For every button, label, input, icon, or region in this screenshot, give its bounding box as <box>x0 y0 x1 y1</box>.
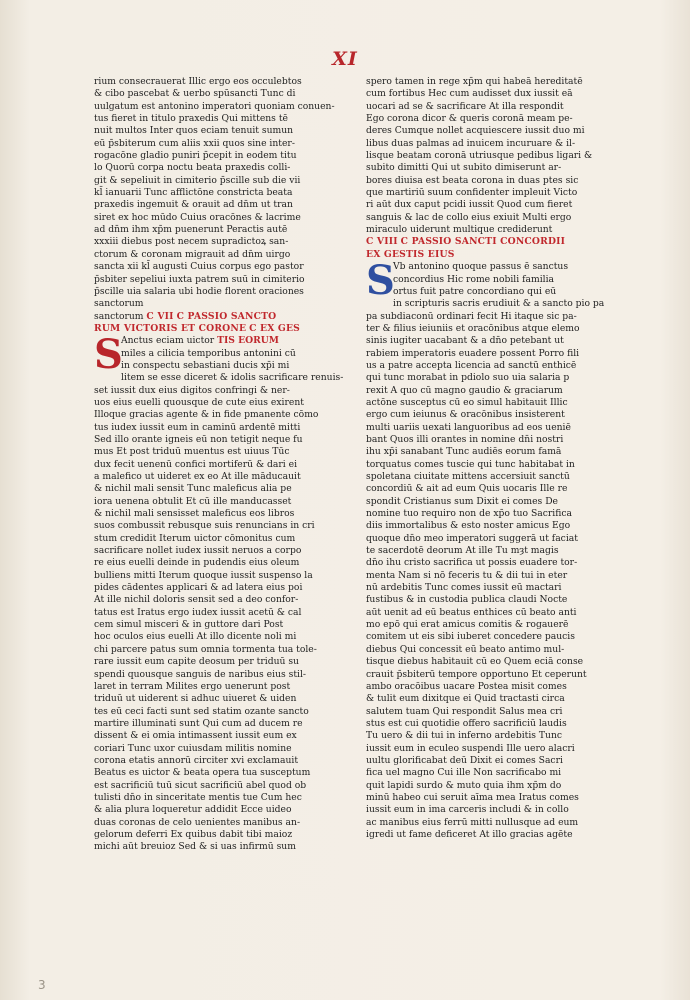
text-line: At ille nichil doloris sensit sed a deo confor- <box>94 594 299 606</box>
text-line: actōne susceptus cū eo simul habitauit Illic <box>366 396 568 408</box>
text-line: kl̄ ianuarii Tunc afflictōne constricta beata <box>94 187 293 199</box>
text-line: spondit Cristianus sum Dixit ei comes De <box>366 495 558 507</box>
text-line: fustibus & in custodia publica claudi Nocte <box>366 594 568 606</box>
text-line: dux fecit uenenū confici mortiferū & dari ei <box>94 458 298 470</box>
text-line: iora uenena obtulit Et cū ille manducasset <box>94 495 292 507</box>
text-line: concordius Hic rome nobili familia <box>393 273 554 285</box>
text-line: tatus est Iratus ergo iudex iussit acetū & cal <box>94 606 302 618</box>
text-line: us a patre accepta licencia ad sanctū enthicē <box>366 359 577 371</box>
text-line: que martiriū suum confidenter impleuit Victo <box>366 187 578 199</box>
text-line: dissent & ei omia intimassent iussit eum ex <box>94 730 297 742</box>
text-line: Vb antonino quoque passus ē sanctus <box>393 261 569 273</box>
text-line: corona etatis annorū circiter xvi exclamauit <box>94 754 299 766</box>
text-line: ac manibus eius ferrū mitti nullusque ad eum <box>366 816 579 828</box>
decorated-initial: S <box>94 331 123 379</box>
text-line: nū ardebitis Tunc comes iussit eū mactari <box>366 582 562 594</box>
text-line: uocari ad se & sacrificare At illa respondit <box>366 100 564 112</box>
text-line: menta Nam si nō feceris tu & dii tui in eter <box>366 569 568 581</box>
right-text-block-b <box>366 298 605 841</box>
text-line: crauit p̄sbiterū tempore opportuno Et ceperunt <box>366 668 587 680</box>
right-rubric-line-2 <box>366 249 588 261</box>
text-line: iussit eum in ima carceris includi & in collo <box>366 804 569 816</box>
text-line: eū p̄sbiterum cum aliis xxii quos sine inter- <box>94 137 295 149</box>
text-line: qui tunc morabat in pdiolo suo uia salaria p <box>366 372 570 384</box>
text-line: sacrificare nollet iudex iussit neruos a corpo <box>94 545 302 557</box>
text-line: ergo cum ieiunus & oracōnibus insisterent <box>366 409 565 421</box>
chapter-title: C PASSIO SANCTI CONCORDII <box>400 236 566 248</box>
text-line: coriari Tunc uxor cuiusdam militis nomine <box>94 742 292 754</box>
text-line: est sacrificiū tuū sicut sacrificiū abel quod ob <box>94 779 307 791</box>
text-line: bulliens mitti Iterum quoque iussit suspenso la <box>94 569 313 581</box>
text-line: stum credidit Iterum uictor cōmonitus cum <box>94 532 296 544</box>
text-line: multi uariis uexati languoribus ad eos ueniē <box>366 421 571 433</box>
left-text-block-a <box>94 76 335 311</box>
text-line: xxxiii diebus post necem supradictoꝝ san- <box>94 236 289 248</box>
text-line: sanguis & lac de collo eius exiuit Multi ergo <box>366 211 572 223</box>
text-line: duas coronas de celo uenientes manibus an- <box>94 816 301 828</box>
chapter-source: EX GESTIS EIUS <box>366 248 455 260</box>
text-line: chi parcere patus sum omnia tormenta tua tole- <box>94 643 317 655</box>
text-line: quit lapidi surdo & muto quia ihm xp̄m do <box>366 779 562 791</box>
text-line: te sacerdotē deorum At ille Tu mȝt magis <box>366 545 559 557</box>
text-line: torquatus comes tuscie qui tunc habitabat in <box>366 458 575 470</box>
text-line: spendi quousque sanguis de naribus eius stil- <box>94 668 307 680</box>
text-line: sanctorum <box>94 298 144 310</box>
text-line: Tu uero & dii tui in inferno ardebitis Tunc <box>366 730 563 742</box>
left-initial-block <box>94 331 312 379</box>
text-line: siret ex hoc mūdo Cuius oracōnes & lacrime <box>94 211 301 223</box>
text-line: Anctus eciam uictor <box>121 335 215 347</box>
text-line: in conspectu sebastiani ducis xp̄i mi <box>121 359 290 371</box>
text-line: uos eius euelli quousque de cute eius exirent <box>94 396 304 408</box>
text-line: rexit A quo cū magno gaudio & graciarum <box>366 384 563 396</box>
text-line: suos combussit rebusque suis renuncians in cri <box>94 520 315 532</box>
text-line: miraculo uiderunt multique crediderunt <box>366 224 553 236</box>
right-text-block-a <box>366 76 593 236</box>
text-line: ad dn̄m ihm xp̄m puenerunt Peractis autē <box>94 224 288 236</box>
text-line: litem se esse diceret & idolis sacrificare renuis- <box>121 372 344 384</box>
pencil-mark: 3 <box>38 978 46 992</box>
text-line: & nichil mali sensisset maleficus eos libros <box>94 508 295 520</box>
text-line: Sed illo orante igneis eū non tetigit neque fu <box>94 433 303 445</box>
text-line: Beatus es uictor & beata opera tua susceptum <box>94 767 311 779</box>
text-line: rogacōne gladio puniri p̄cepit in eodem titu <box>94 150 297 162</box>
text-line: deres Cumque nollet acquiescere iussit duo mi <box>366 125 585 137</box>
text-line: sinis iugiter uacabant & a dn̄o petebant ut <box>366 335 564 347</box>
text-line: rium consecrauerat Illic ergo eos occulebtos <box>94 76 302 87</box>
chapter-title-cont: RUM VICTORIS ET CORONE <box>94 322 247 334</box>
text-line: tulisti dn̄o in sinceritate mentis tue Cum hec <box>94 791 302 803</box>
text-line: triduū ut uiderent si adhuc uiueret & uiden <box>94 693 297 705</box>
text-line: rabiem imperatoris euadere possent Porro fili <box>366 347 580 359</box>
text-line: re eius euelli deinde in pudendis eius oleum <box>94 557 300 569</box>
chapter-source: C EX GES <box>249 322 301 334</box>
text-line: miles a cilicia temporibus antonini cū <box>121 347 296 359</box>
text-line: spero tamen in rege xp̄m qui habeā hereditatē <box>366 76 583 87</box>
text-line: Illoque gracias agente & in fide pmanente cōmo <box>94 409 319 421</box>
text-line: ihu xp̄i sanabant Tunc audiēs eorum famā <box>366 446 562 458</box>
text-line: salutem tuam Qui respondit Salus mea cri <box>366 705 563 717</box>
text-line: mo epō qui erat amicus comitis & rogauerē <box>366 619 569 631</box>
text-line: mus Et post triduū muentus est uiuus Tūc <box>94 446 290 458</box>
text-line: & cibo pascebat & uerbo spūsancti Tunc di <box>94 88 296 100</box>
text-line: ri aūt dux caput pcidi iussit Quod cum fieret <box>366 199 573 211</box>
chapter-number: C VII <box>146 310 174 322</box>
text-line: spoletana ciuitate mittens accersiuit sanctū <box>366 471 570 482</box>
text-line: in scripturis sacris erudiuit & a sancto pio pa <box>393 298 605 310</box>
text-line: concordiū & ait ad eum Quis uocaris Ille re <box>366 483 568 495</box>
text-line: comitem ut eis sibi iuberet concedere paucis <box>366 631 575 643</box>
text-line: uulgatum est antonino imperatori quoniam conuen- <box>94 100 335 112</box>
text-line: praxedis ingemuit & orauit ad dn̄m ut tran <box>94 199 293 211</box>
text-line: ortus fuit patre concordiano qui eū <box>393 285 557 297</box>
text-line: a malefico ut uideret ex eo At ille māducauit <box>94 471 301 482</box>
chapter-number: C VIII <box>366 236 398 248</box>
text-line: uultu glorificabat deū Dixit ei comes Sacri <box>366 754 563 766</box>
left-rubric-line-2 <box>94 323 312 335</box>
text-line: nuit multos Inter quos eciam tenuit sumun <box>94 125 294 137</box>
text-line: laret in terram Milites ergo uenerunt post <box>94 680 291 692</box>
text-line: gelorum deferri Ex quibus dabit tibi maioz <box>94 828 293 840</box>
text-line: set iussit dux eius digitos confringi & ner- <box>94 384 290 396</box>
text-line: dn̄o ihu cristo sacrifica ut possis euadere tor- <box>366 557 578 569</box>
text-line: bores diuisa est beata corona in duas ptes sic <box>366 174 579 186</box>
text-line: tisque diebus habitauit cū eo Quem eciā conse <box>366 656 584 668</box>
text-line: iussit eum in eculeo suspendi Ille uero alacri <box>366 742 575 754</box>
text-line: nomine tuo requiro non de xp̄o tuo Sacrifica <box>366 508 572 520</box>
text-line: pides cādentes applicari & ad latera eius poi <box>94 582 303 594</box>
text-line: pa subdiaconū ordinari fecit Hi itaque sic pa- <box>366 310 577 322</box>
text-line: minū habeo cui seruit aīma mea Iratus comes <box>366 791 579 803</box>
text-line: tes eū ceci facti sunt sed statim ozante sancto <box>94 705 309 717</box>
text-line: stus est cui quotidie offero sacrificiū laudis <box>366 717 567 729</box>
text-line: aūt uenit ad eū beatus enthices cū beato anti <box>366 606 577 618</box>
rubric-prefix: sanctorum <box>94 310 147 322</box>
text-line: git & sepeliuit in cimiterio p̄scille sub die vii <box>94 174 301 186</box>
text-line: p̄sbiter sepeliui iuxta patrem suū in cimiterio <box>94 273 305 285</box>
text-line: libus duas palmas ad inuicem incuruare & il- <box>366 137 576 149</box>
text-line: p̄scille uia salaria ubi hodie florent oraciones <box>94 285 304 297</box>
chapter-source-cont: TIS EORUM <box>217 335 279 347</box>
text-line: & alia plura loqueretur addidit Ecce uideo <box>94 804 292 816</box>
text-line: & tulit eum dixitque ei Quid tractasti circa <box>366 693 565 705</box>
left-text-block-b <box>94 372 344 853</box>
text-line: cum fortibus Hec cum audisset dux iussit eā <box>366 88 573 100</box>
right-rubric-line-1 <box>366 236 588 248</box>
text-line: & nichil mali sensit Tunc maleficus alia pe <box>94 483 292 495</box>
text-line: martire illuminati sunt Qui cum ad ducem re <box>94 717 303 729</box>
text-line: lo Quorū corpa noctu beata praxedis colli- <box>94 162 291 174</box>
text-line: lisque beatam coronā utriusque pedibus ligari & <box>366 150 593 162</box>
text-line: bant Quos illi orantes in nomine dn̄i nostri <box>366 433 564 445</box>
text-line: ambo oracōibus uacare Postea misit comes <box>366 680 567 692</box>
chapter-title: C PASSIO SANCTO <box>176 310 277 322</box>
text-line: hoc oculos eius euelli At illo dicente noli mi <box>94 631 297 643</box>
text-line: Ego corona dicor & queris coronā meam pe- <box>366 113 573 125</box>
text-line: diis immortalibus & esto noster amicus Ego <box>366 520 571 532</box>
text-line: igredi ut fame deficeret At illo gracias agēte <box>366 828 573 840</box>
decorated-initial: S <box>366 257 395 305</box>
left-init-line <box>94 335 312 347</box>
text-line: diebus Qui concessit eū beato antimo mul- <box>366 643 565 655</box>
text-line: ctorum & coronam migrauit ad dn̄m uirgo <box>94 248 291 260</box>
text-line: rare iussit eum capite deosum per triduū su <box>94 656 299 668</box>
text-line: michi aūt breuioz Sed & si uas infirmū sum <box>94 841 296 853</box>
folio-number: XI <box>332 48 358 70</box>
text-line: tus fieret in titulo praxedis Qui mittens tē <box>94 113 288 125</box>
left-rubric-line-1 <box>94 311 312 323</box>
text-line: tus iudex iussit eum in caminū ardentē mitti <box>94 421 301 433</box>
text-line: cem simul misceri & in guttore dari Post <box>94 619 284 631</box>
left-column <box>94 76 344 854</box>
text-line: quoque dn̄o meo imperatori suggerā ut faciat <box>366 532 578 544</box>
text-line: subito dimitti Qui ut subito dimiserunt ar- <box>366 162 562 174</box>
text-line: fica uel magno Cui ille Non sacrificabo mi <box>366 767 562 779</box>
text-line: ter & filius ieiuniis et oracōnibus atque elemo <box>366 322 580 334</box>
text-line: sancta xii kl̄ augusti Cuius corpus ego pastor <box>94 261 304 273</box>
right-column <box>366 76 605 841</box>
